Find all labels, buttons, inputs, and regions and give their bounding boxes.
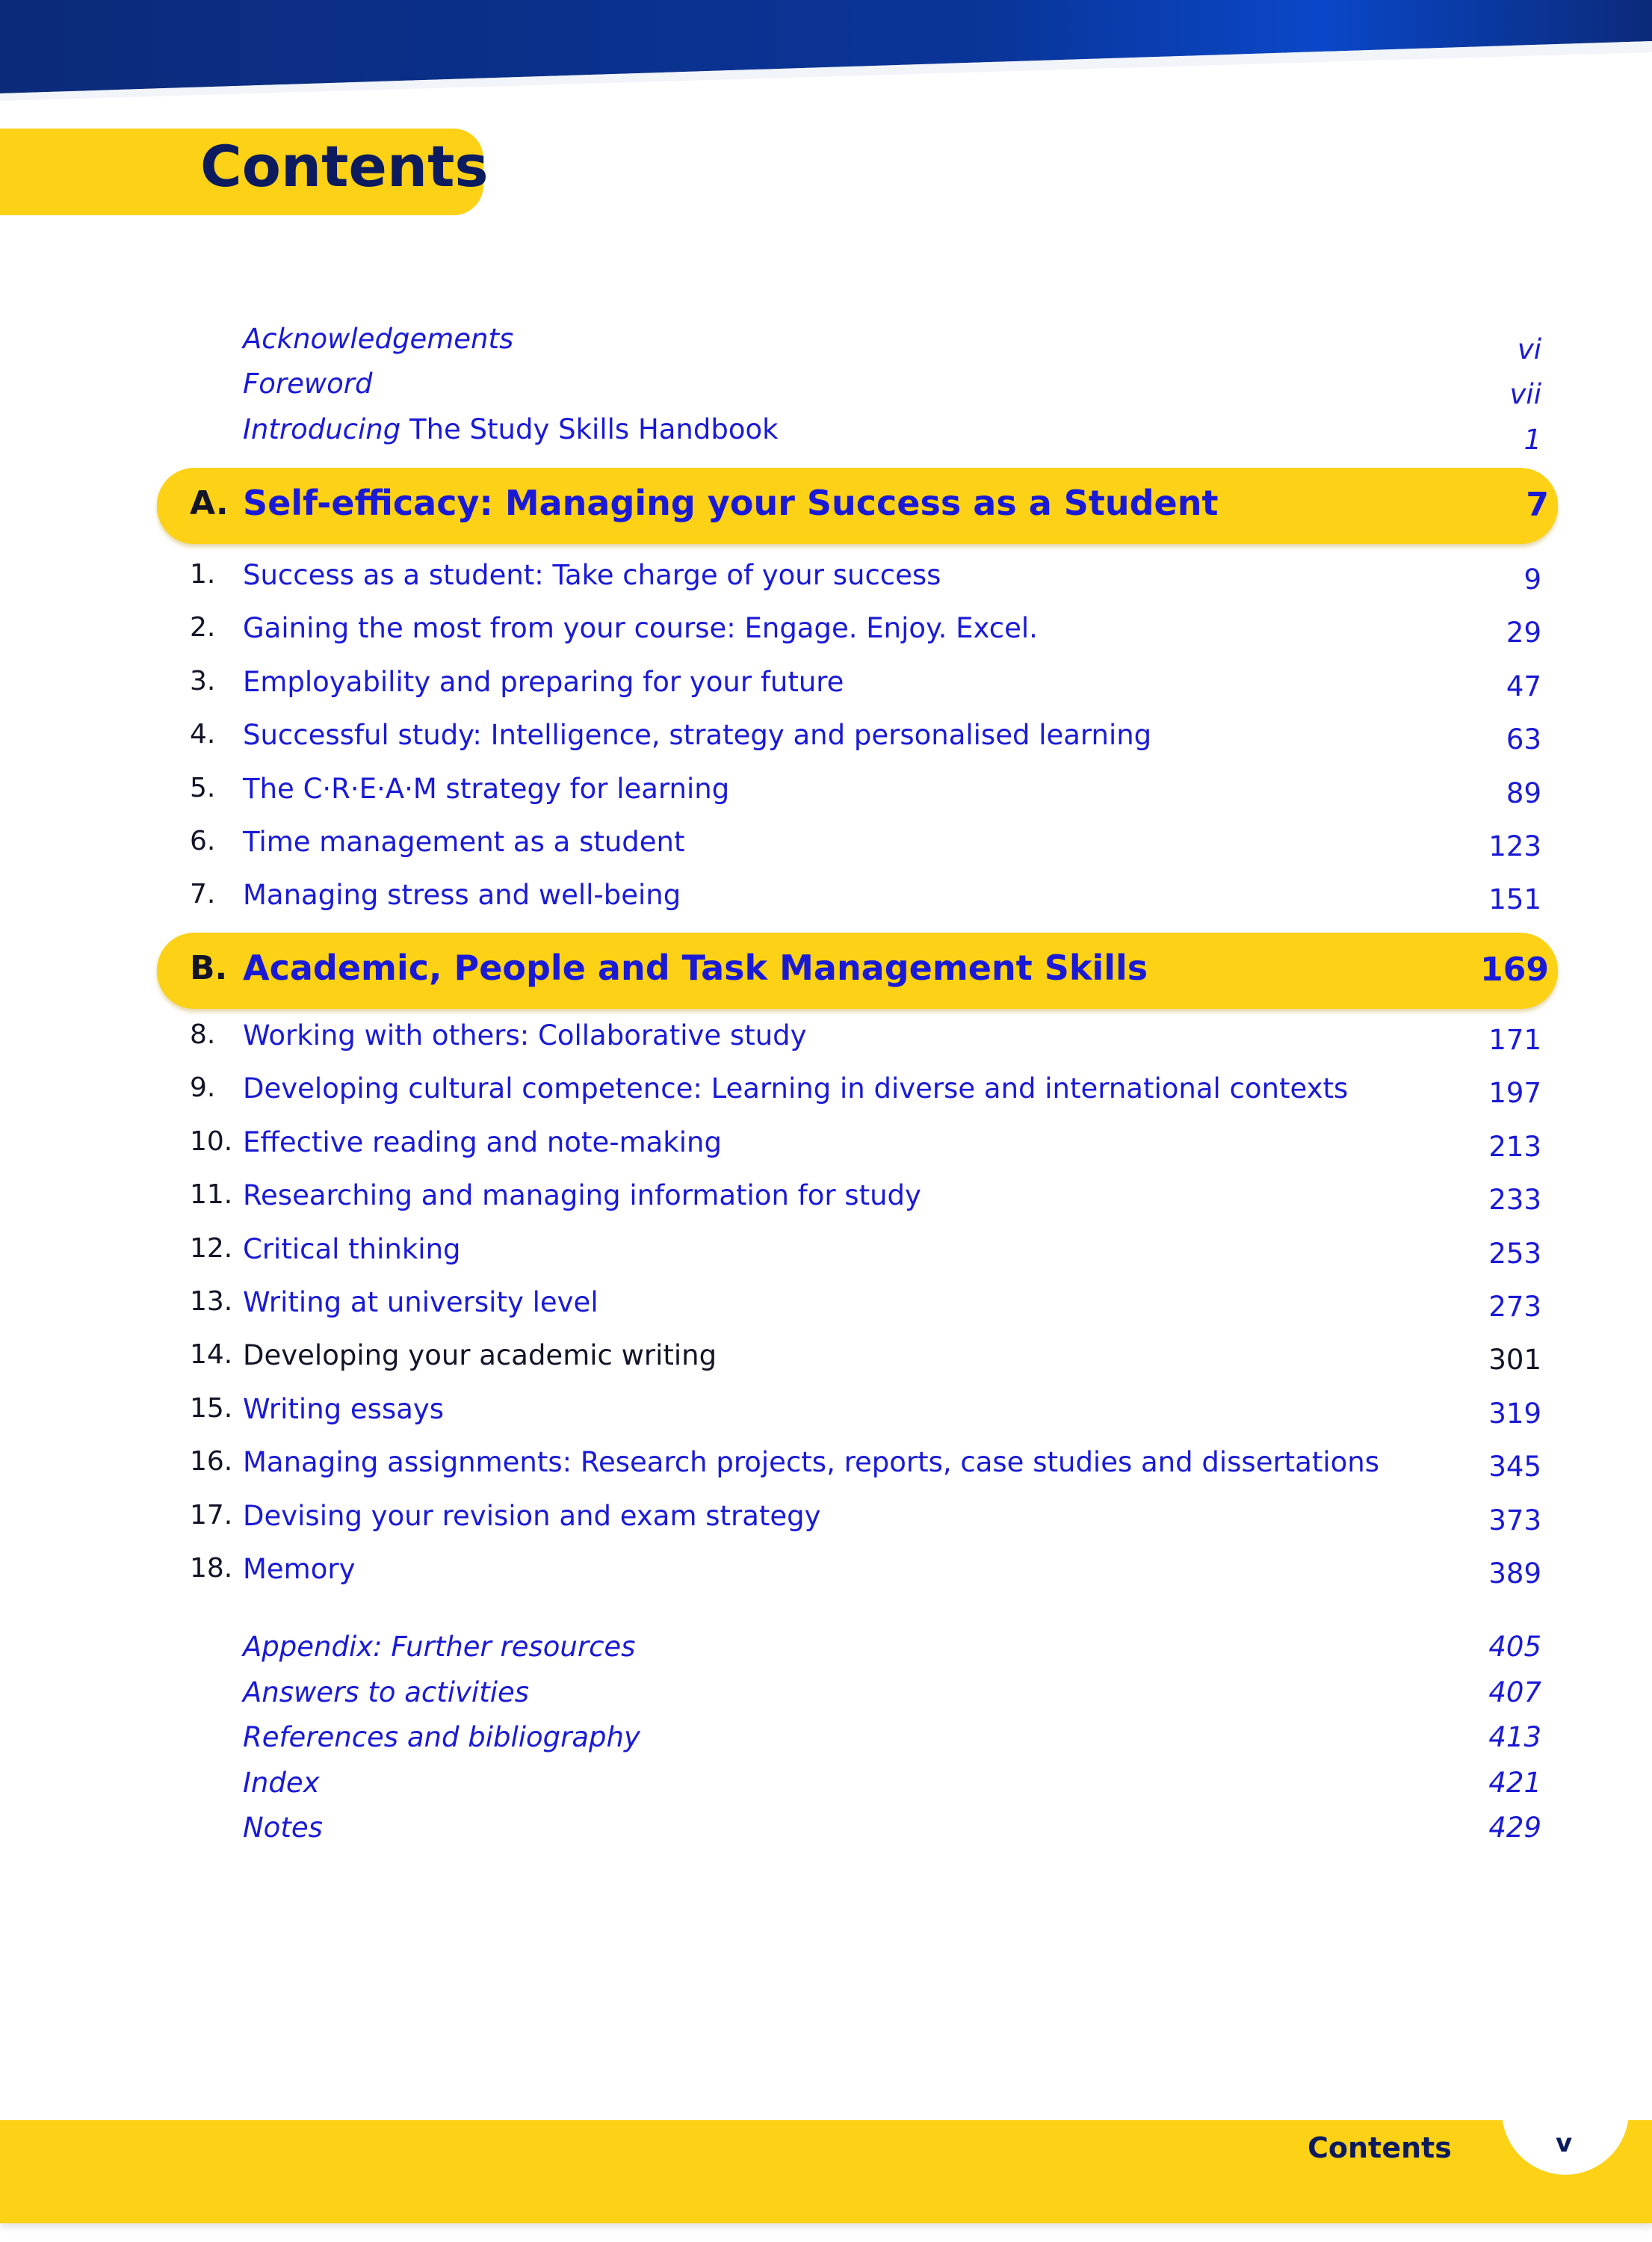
chapter-page: 373	[1488, 1504, 1541, 1537]
chapter-title: Memory	[243, 1553, 356, 1585]
chapter-number: 12.	[190, 1232, 233, 1264]
chapter-entry[interactable]	[0, 1393, 1652, 1438]
toc-entry-label: Acknowledgements	[243, 323, 514, 355]
page-title: Contents	[200, 133, 489, 200]
section-letter: A.	[190, 484, 229, 522]
back-matter-page: 405	[1488, 1631, 1541, 1663]
chapter-page: 273	[1488, 1291, 1541, 1323]
chapter-number: 8.	[190, 1019, 216, 1050]
toc-entry[interactable]	[0, 413, 1652, 458]
back-matter-entry[interactable]	[0, 1676, 1652, 1721]
chapter-title: Gaining the most from your course: Engage. Enjoy. Excel.	[243, 612, 1038, 645]
back-matter-entry[interactable]	[0, 1767, 1652, 1812]
back-matter-label: Notes	[243, 1812, 323, 1844]
section-page: 7	[1526, 486, 1549, 524]
chapter-title: Managing stress and well-being	[243, 879, 681, 912]
chapter-number: 10.	[190, 1125, 233, 1157]
section-letter: B.	[190, 949, 228, 987]
chapter-number: 9.	[190, 1072, 216, 1104]
chapter-entry[interactable]	[0, 1072, 1652, 1117]
chapter-title: Working with others: Collaborative study	[243, 1019, 807, 1051]
back-matter-page: 407	[1488, 1676, 1541, 1708]
section-header-a[interactable]	[157, 468, 1558, 544]
chapter-title: Devising your revision and exam strategy	[243, 1499, 821, 1532]
chapter-title: Developing your academic writing	[243, 1339, 717, 1372]
toc-entry-label-italic: Introducing	[243, 413, 401, 445]
section-page: 169	[1480, 951, 1549, 989]
chapter-number: 15.	[190, 1392, 233, 1424]
chapter-page: 389	[1488, 1557, 1541, 1590]
chapter-title: Employability and preparing for your future	[243, 665, 844, 698]
chapter-page: 151	[1488, 883, 1541, 916]
toc-entry-page: vii	[1509, 378, 1541, 410]
chapter-entry[interactable]	[0, 1500, 1652, 1545]
back-matter-page: 421	[1488, 1766, 1541, 1799]
footer-section-title: Contents	[1308, 2131, 1452, 2164]
chapter-entry[interactable]	[0, 1019, 1652, 1064]
toc-entry-page: 1	[1523, 424, 1541, 456]
chapter-entry[interactable]	[0, 1553, 1652, 1598]
chapter-page: 123	[1488, 830, 1541, 862]
chapter-entry[interactable]	[0, 612, 1652, 657]
chapter-entry[interactable]	[0, 773, 1652, 818]
chapter-page: 9	[1523, 563, 1541, 596]
back-matter-label: References and bibliography	[243, 1721, 640, 1753]
chapter-title: Critical thinking	[243, 1232, 461, 1265]
chapter-number: 2.	[190, 612, 216, 643]
chapter-number: 5.	[190, 772, 216, 803]
chapter-title: Managing assignments: Research projects, reports, case studies and dissertations	[243, 1446, 1380, 1479]
chapter-page: 197	[1488, 1077, 1541, 1110]
section-header-b[interactable]	[157, 933, 1558, 1009]
chapter-entry[interactable]	[0, 559, 1652, 604]
chapter-number: 17.	[190, 1499, 233, 1531]
chapter-number: 18.	[190, 1553, 233, 1584]
chapter-entry[interactable]	[0, 826, 1652, 871]
back-matter-entry[interactable]	[0, 1812, 1652, 1856]
chapter-title: Effective reading and note-making	[243, 1125, 722, 1158]
chapter-entry[interactable]	[0, 1339, 1652, 1384]
toc-entry-label	[243, 413, 779, 445]
back-matter-label: Appendix: Further resources	[243, 1631, 636, 1663]
back-matter-page: 429	[1488, 1812, 1541, 1844]
chapter-title: Time management as a student	[243, 826, 685, 858]
chapter-number: 16.	[190, 1446, 233, 1477]
chapter-entry[interactable]	[0, 1286, 1652, 1331]
toc-entry[interactable]	[0, 323, 1652, 368]
chapter-number: 6.	[190, 826, 216, 856]
chapter-title: Writing essays	[243, 1392, 445, 1425]
chapter-number: 4.	[190, 719, 216, 750]
chapter-page: 301	[1488, 1344, 1541, 1377]
chapter-title: The C·R·E·A·M strategy for learning	[243, 772, 730, 805]
chapter-entry[interactable]	[0, 1446, 1652, 1491]
chapter-page: 63	[1506, 723, 1541, 756]
chapter-page: 89	[1506, 776, 1541, 809]
back-matter-label: Answers to activities	[243, 1676, 530, 1708]
chapter-entry[interactable]	[0, 1233, 1652, 1278]
chapter-title: Developing cultural competence: Learning in diverse and international contexts	[243, 1072, 1349, 1105]
chapter-title: Successful study: Intelligence, strategy and personalised learning	[243, 719, 1152, 752]
chapter-page: 253	[1488, 1237, 1541, 1270]
back-matter-label: Index	[243, 1766, 320, 1799]
chapter-page: 29	[1506, 617, 1541, 649]
footer-page-number: v	[1556, 2128, 1573, 2158]
chapter-entry[interactable]	[0, 879, 1652, 924]
section-title: Self-efficacy: Managing your Success as a Student	[243, 483, 1219, 523]
back-matter-entry[interactable]	[0, 1631, 1652, 1676]
chapter-page: 171	[1488, 1024, 1541, 1056]
chapter-title: Success as a student: Take charge of your success	[243, 559, 941, 591]
chapter-page: 319	[1488, 1397, 1541, 1430]
toc-entry-page: vi	[1517, 333, 1541, 365]
chapter-page: 233	[1488, 1184, 1541, 1217]
chapter-title: Researching and managing information for study	[243, 1179, 921, 1212]
chapter-entry[interactable]	[0, 1179, 1652, 1224]
chapter-number: 3.	[190, 665, 216, 697]
chapter-number: 1.	[190, 559, 216, 590]
toc-entry-label: Foreword	[243, 368, 373, 400]
section-title: Academic, People and Task Management Skills	[243, 948, 1148, 988]
chapter-number: 13.	[190, 1286, 233, 1317]
toc-entry-label-text: The Study Skills Handbook	[409, 413, 779, 445]
back-matter-page: 413	[1488, 1721, 1541, 1753]
chapter-page: 47	[1506, 670, 1541, 702]
chapter-number: 7.	[190, 879, 216, 910]
chapter-number: 11.	[190, 1179, 233, 1211]
chapter-entry[interactable]	[0, 1126, 1652, 1171]
chapter-entry[interactable]	[0, 666, 1652, 711]
chapter-number: 14.	[190, 1339, 233, 1371]
toc-entry[interactable]	[0, 368, 1652, 413]
chapter-title: Writing at university level	[243, 1286, 598, 1318]
back-matter-entry[interactable]	[0, 1721, 1652, 1766]
chapter-entry[interactable]	[0, 719, 1652, 764]
chapter-page: 345	[1488, 1451, 1541, 1483]
header-band	[0, 0, 1652, 97]
chapter-page: 213	[1488, 1130, 1541, 1163]
